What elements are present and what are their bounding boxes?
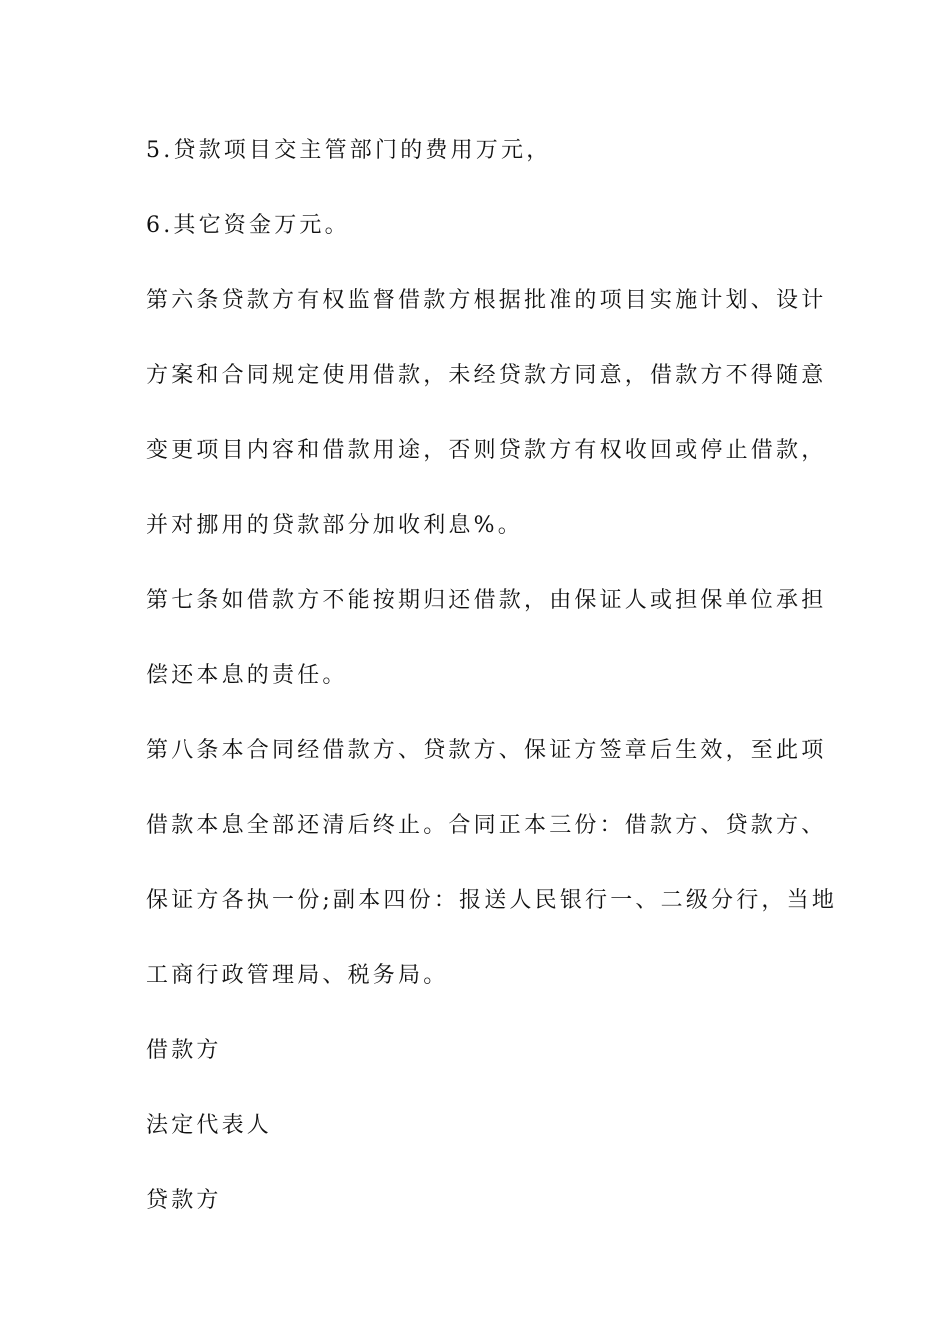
text-line: 5.贷款项目交主管部门的费用万元， xyxy=(146,138,552,163)
text-line: 第六条贷款方有权监督借款方根据批准的项目实施计划、设计 xyxy=(146,288,827,313)
text-line: 方案和合同规定使用借款，未经贷款方同意，借款方不得随意 xyxy=(146,363,827,388)
text-line: 偿还本息的责任。 xyxy=(146,663,348,688)
signature-label-borrower: 借款方 xyxy=(146,1038,222,1063)
document-body xyxy=(146,131,838,1256)
text-line: 第八条本合同经借款方、贷款方、保证方签章后生效，至此项 xyxy=(146,738,827,763)
signature-label-lender: 贷款方 xyxy=(146,1188,222,1213)
text-line: 并对挪用的贷款部分加收利息%。 xyxy=(146,513,523,538)
text-line: 第七条如借款方不能按期归还借款，由保证人或担保单位承担 xyxy=(146,588,827,613)
signature-label-legal-representative: 法定代表人 xyxy=(146,1113,273,1138)
text-line: 借款本息全部还清后终止。合同正本三份：借款方、贷款方、 xyxy=(146,813,827,838)
text-line: 变更项目内容和借款用途，否则贷款方有权收回或停止借款， xyxy=(146,438,827,463)
text-line: 保证方各执一份;副本四份：报送人民银行一、二级分行，当地 xyxy=(146,888,838,913)
text-line: 6.其它资金万元。 xyxy=(146,213,350,238)
text-line: 工商行政管理局、税务局。 xyxy=(146,963,449,988)
